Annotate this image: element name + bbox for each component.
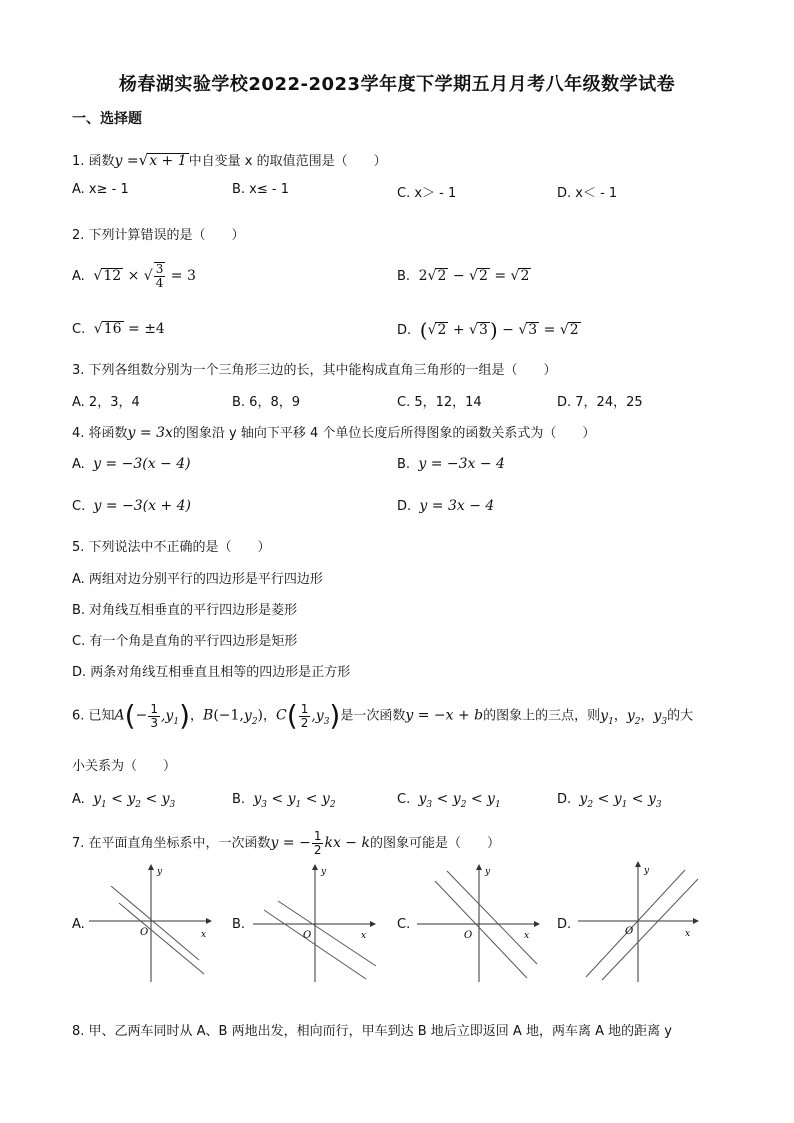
section-heading: 一、选择题: [72, 111, 142, 127]
q2-label-c: C.: [72, 322, 86, 337]
q5-option-a: A. 两组对边分别平行的四边形是平行四边形: [72, 572, 323, 587]
q4-label-d: D.: [397, 499, 412, 514]
q7-graph-b: [248, 862, 378, 984]
q6-stem-before: 6. 已知: [72, 708, 115, 724]
line-2: [119, 903, 207, 974]
line-1: [111, 886, 199, 960]
question-3: 3. 下列各组数分别为一个三角形三边的长，其中能构成直角三角形的一组是（ ）: [72, 363, 557, 378]
origin-label: O: [303, 930, 312, 941]
q7-graph-c: [412, 862, 542, 984]
q6-option-a: A. $y_1 < y_2 < y_3$: [72, 791, 176, 810]
q4-expr-a: y = −3(x − 4): [93, 456, 191, 472]
q6-stem-after: 的图象上的三点，则: [483, 708, 601, 724]
x-axis-label: x: [524, 931, 530, 941]
question-6: 6. 已知A(− $\frac{1}{3}$ $,y_1$)，$B(-1,y_2)$，C( $\frac{1}{2}$ $,y_3$)是一次函数y = −x + b的图象上的三点，则$y_1$，$y_2$，$y_3$的大: [72, 699, 694, 732]
question-1: [72, 150, 387, 169]
q2-label-a: A.: [72, 269, 85, 284]
q4-option-b: [397, 456, 505, 472]
y-axis-label: y: [485, 867, 491, 877]
q4-label-b: B.: [397, 457, 411, 472]
x-arrow-icon: [693, 918, 699, 924]
q6-label-c: C.: [397, 792, 411, 807]
y-arrow-icon: [476, 864, 482, 870]
line-1: [586, 870, 685, 977]
q5-option-b: B. 对角线互相垂直的平行四边形是菱形: [72, 603, 298, 618]
q4-expr-b: y = −3x − 4: [418, 456, 505, 472]
q1-stem-after: 中自变量 x 的取值范围是（ ）: [188, 154, 387, 169]
q7-label-d: D.: [557, 917, 572, 932]
q5-option-d: D. 两条对角线互相垂直且相等的四边形是正方形: [72, 665, 351, 680]
q2-label-b: B.: [397, 269, 411, 284]
sqrt-icon: √: [138, 151, 149, 169]
q6-label-b: B.: [232, 792, 246, 807]
q7-stem-before: 7. 在平面直角坐标系中，一次函数: [72, 836, 271, 851]
q2-option-b: B. 2√2 − √2 = √2: [397, 268, 530, 284]
q7-graph-d: [573, 858, 703, 984]
q6-label-a: A.: [72, 792, 85, 807]
line-2: [447, 871, 537, 964]
question-6-line2: 小关系为（ ）: [72, 759, 177, 774]
q2-option-a: A. √12 × √ $\frac{3}{4}$ = 3: [72, 262, 196, 290]
y-arrow-icon: [148, 864, 154, 870]
x-axis-label: x: [201, 930, 207, 940]
q1-option-a: A. x≥ - 1: [72, 182, 129, 197]
q1-option-d: D. x＜ - 1: [557, 186, 618, 201]
q1-func: y =: [114, 153, 139, 169]
q4-label-a: A.: [72, 457, 85, 472]
q7-label-a: A.: [72, 917, 85, 932]
line-2: [602, 879, 698, 980]
origin-label: O: [140, 927, 149, 938]
question-5: 5. 下列说法中不正确的是（ ）: [72, 540, 271, 555]
y-arrow-icon: [312, 864, 318, 870]
q2-label-d: D.: [397, 323, 412, 338]
q7-label-b: B.: [232, 917, 246, 932]
q4-stem-before: 4. 将函数: [72, 426, 128, 441]
x-arrow-icon: [370, 921, 376, 927]
q3-option-d: D. 7，24，25: [557, 395, 643, 410]
x-arrow-icon: [534, 921, 540, 927]
q4-option-c: [72, 498, 191, 514]
question-8: 8. 甲、乙两车同时从 A、B 两地出发，相向而行，甲车到达 B 地后立即返回 A 地，两车离 A 地的距离 y: [72, 1024, 672, 1039]
q4-label-c: C.: [72, 499, 86, 514]
q1-option-c: C. x＞ - 1: [397, 186, 457, 201]
q4-option-d: [397, 498, 494, 514]
line-1: [435, 881, 530, 978]
q4-stem-after: 的图象沿 y 轴向下平移 4 个单位长度后所得图象的函数关系式为（ ）: [172, 426, 596, 441]
q3-option-b: B. 6，8，9: [232, 395, 300, 410]
q6-stem-mid: 是一次函数: [340, 708, 406, 724]
q6-option-b: B. $y_3 < y_1 < y_2$: [232, 791, 336, 810]
q5-option-c: C. 有一个角是直角的平行四边形是矩形: [72, 634, 298, 649]
q6-stem-tail: 的大: [667, 708, 694, 724]
y-axis-label: y: [644, 866, 650, 876]
x-axis-label: x: [685, 929, 691, 939]
q3-option-c: C. 5，12，14: [397, 395, 482, 410]
origin-label: O: [464, 930, 473, 941]
q1-option-b: B. x≤ - 1: [232, 182, 289, 197]
q4-expr-c: y = −3(x + 4): [93, 498, 192, 514]
y-axis-label: y: [157, 867, 163, 877]
q6-func: y = −x + b: [405, 707, 484, 724]
q4-option-a: [72, 456, 191, 472]
question-2: 2. 下列计算错误的是（ ）: [72, 228, 245, 243]
y-axis-label: y: [321, 867, 327, 877]
q6-option-c: C. $y_3 < y_2 < y_1$: [397, 791, 501, 810]
q7-stem-after: 的图象可能是（ ）: [369, 836, 500, 851]
q1-stem-before: 1. 函数: [72, 154, 115, 169]
q4-func: y = 3x: [127, 425, 173, 441]
q1-radicand: x + 1: [149, 153, 187, 169]
q7-graph-a: [84, 862, 214, 984]
q6-label-d: D.: [557, 792, 572, 807]
q2-option-d: D. (√2 + √3 ) − √3 = √2: [397, 318, 579, 342]
exam-title: 杨春湖实验学校2022-2023学年度下学期五月月考八年级数学试卷: [118, 74, 676, 95]
y-arrow-icon: [635, 861, 641, 867]
q2-option-c: C. √16 = ±4: [72, 321, 165, 337]
x-axis-label: x: [361, 931, 367, 941]
q4-expr-d: y = 3x − 4: [419, 498, 495, 514]
q6-option-d: D. $y_2 < y_1 < y_3$: [557, 791, 662, 810]
x-arrow-icon: [206, 918, 212, 924]
q3-option-a: A. 2，3，4: [72, 395, 140, 410]
question-4: [72, 422, 595, 441]
q7-label-c: C.: [397, 917, 411, 932]
question-7: 7. 在平面直角坐标系中，一次函数y = − $\frac{1}{2}$ kx − k的图象可能是（ ）: [72, 829, 500, 857]
origin-label: O: [625, 926, 634, 937]
